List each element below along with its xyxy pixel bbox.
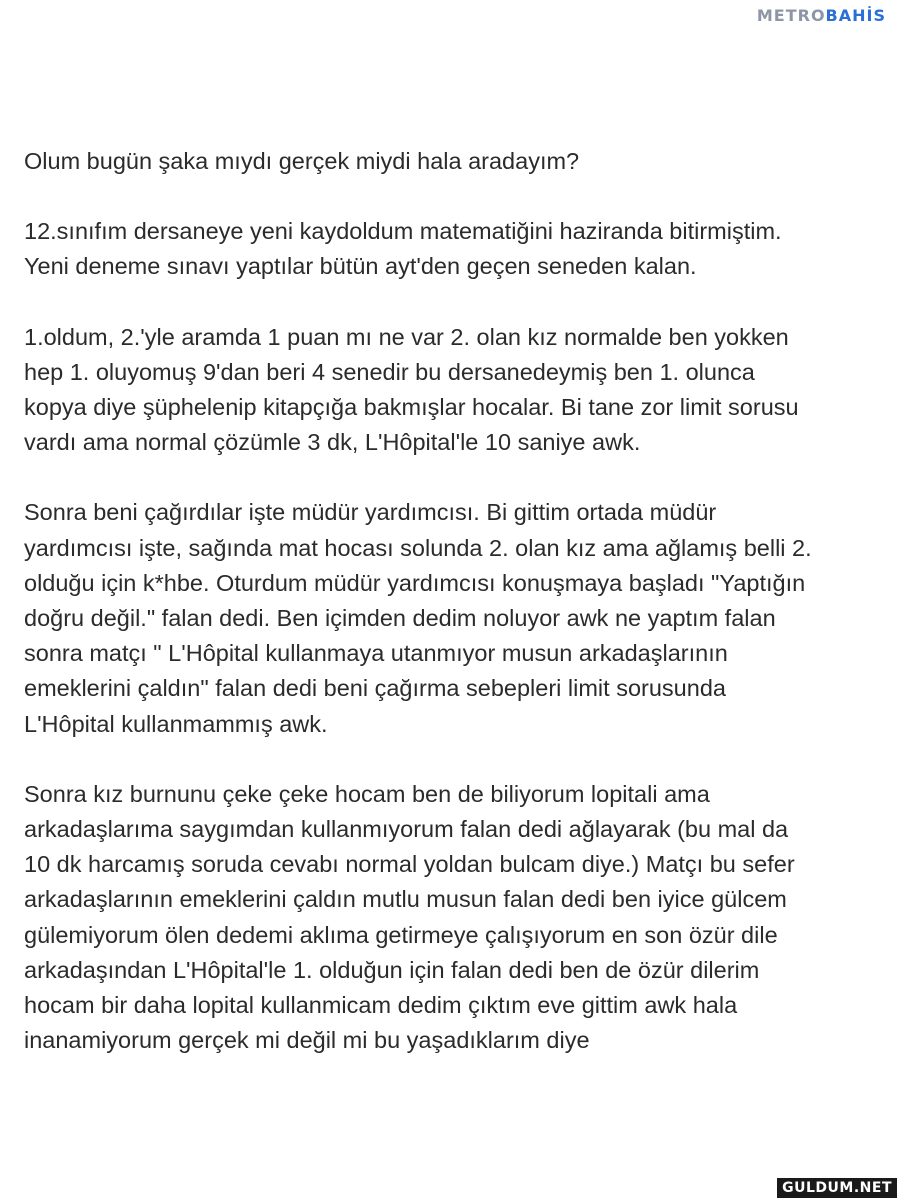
logo-part-bahis: BAHİS xyxy=(825,6,886,25)
text-line: arkadaşlarının emeklerini çaldın mutlu musun falan dedi ben iyice gülcem xyxy=(24,886,787,913)
paragraph-5 xyxy=(24,777,884,1059)
text-line: inanamiyorum gerçek mi değil mi bu yaşadıklarım diye xyxy=(24,1027,590,1054)
post-body xyxy=(24,144,884,1093)
text-line: 10 dk harcamış soruda cevabı normal yoldan bulcam diye.) Matçı bu sefer xyxy=(24,851,795,878)
text-line: hocam bir daha lopital kullanmicam dedim çıktım eve gittim awk hala xyxy=(24,992,738,1019)
text-line: 12.sınıfım dersaneye yeni kaydoldum matematiğini haziranda bitirmiştim. xyxy=(24,218,782,245)
text-line: Sonra beni çağırdılar işte müdür yardımcısı. Bi gittim ortada müdür xyxy=(24,499,717,526)
text-line: sonra matçı " L'Hôpital kullanmaya utanmıyor musun arkadaşlarının xyxy=(24,640,728,667)
text-line: hep 1. oluyomuş 9'dan beri 4 senedir bu dersanedeymiş ben 1. olunca xyxy=(24,358,755,385)
text-line: yardımcısı işte, sağında mat hocası solunda 2. olan kız ama ağlamış belli 2. xyxy=(24,534,812,561)
metrobahis-logo xyxy=(757,6,886,25)
text-line: olduğu için k*hbe. Oturdum müdür yardımcısı konuşmaya başladı "Yaptığın xyxy=(24,569,806,596)
paragraph-3 xyxy=(24,320,884,461)
text-line: Yeni deneme sınavı yaptılar bütün ayt'den geçen seneden kalan. xyxy=(24,253,697,280)
guldum-watermark: GULDUM.NET xyxy=(777,1178,897,1198)
text-line: vardı ama normal çözümle 3 dk, L'Hôpital'le 10 saniye awk. xyxy=(24,429,641,456)
text-line: doğru değil." falan dedi. Ben içimden dedim noluyor awk ne yaptım falan xyxy=(24,605,776,632)
text-line: kopya diye şüphelenip kitapçığa bakmışlar hocalar. Bi tane zor limit sorusu xyxy=(24,394,799,421)
text-line: L'Hôpital kullanmammış awk. xyxy=(24,710,328,737)
text-line: 1.oldum, 2.'yle aramda 1 puan mı ne var 2. olan kız normalde ben yokken xyxy=(24,323,789,350)
paragraph-2 xyxy=(24,214,884,284)
logo-part-metro: METRO xyxy=(756,6,826,25)
text-line: arkadaşından L'Hôpital'le 1. olduğun için falan dedi ben de özür dilerim xyxy=(24,956,760,983)
paragraph-1 xyxy=(24,144,884,179)
text-line: Sonra kız burnunu çeke çeke hocam ben de biliyorum lopitali ama xyxy=(24,780,710,807)
text-line: arkadaşlarıma saygımdan kullanmıyorum falan dedi ağlayarak (bu mal da xyxy=(24,816,789,843)
paragraph-4 xyxy=(24,495,884,741)
text-line: Olum bugün şaka mıydı gerçek miydi hala aradayım? xyxy=(24,148,580,174)
text-line: emeklerini çaldın" falan dedi beni çağırma sebepleri limit sorusunda xyxy=(24,675,726,702)
text-line: gülemiyorum ölen dedemi aklıma getirmeye çalışıyorum en son özür dile xyxy=(24,921,778,948)
